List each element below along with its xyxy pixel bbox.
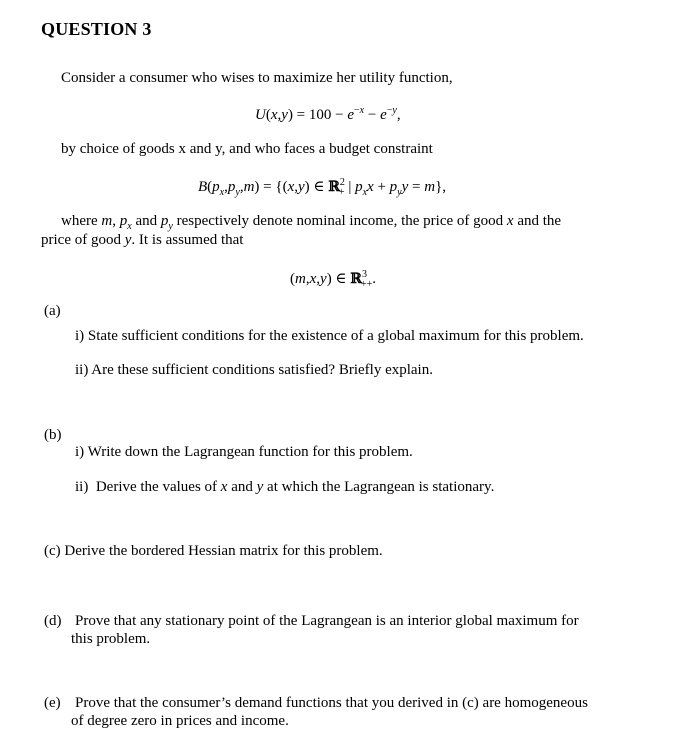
part-c [44,542,383,560]
part-c-text: Derive the bordered Hessian matrix for this problem. [64,543,383,559]
intro-line-1: Consider a consumer who wises to maximize her utility function, [61,70,453,86]
budget-equation: $B(p_x,p_y,m) = \{(x,y)$ ∈ ℝ$^2_+$ | $p_xx + p_yy = m$}, [198,177,447,198]
question-heading: QUESTION 3 [41,19,152,39]
part-d-label: (d) [44,613,62,629]
part-e-line-2: of degree zero in prices and income. [71,713,289,729]
utility-equation: $U(x,y) = 100 - e^{-x} - e^{-y}$, [255,105,401,123]
part-d-line-1: Prove that any stationary point of the Lagrangean is an interior global maximum for [75,613,579,629]
part-e-label: (e) [44,695,61,711]
domain-equation: (m,x,y) ∈ ℝ$^3_{++}$. [290,269,376,290]
part-d-line-2: this problem. [71,631,151,647]
intro-line-2: by choice of goods x and y, and who faces a budget constraint [61,141,433,157]
part-a-label: (a) [44,303,61,319]
part-c-label: (c) [44,543,61,559]
intro-line-4: price of good y. It is assumed that [41,232,244,248]
part-e-line-1: Prove that the consumer’s demand functions that you derived in (c) are homogeneous [75,695,588,711]
part-b-item-2: ii) Derive the values of x and y at which the Lagrangean is stationary. [75,479,495,495]
intro-line-3: where m, $p_x$ and $p_y$ respectively denote nominal income, the price of good x and the [61,213,562,232]
part-a-item-2: ii) Are these sufficient conditions satisfied? Briefly explain. [75,362,433,378]
part-a-item-1: i) State sufficient conditions for the existence of a global maximum for this problem. [75,328,584,344]
part-b-item-1: i) Write down the Lagrangean function for this problem. [75,444,413,460]
part-b-label: (b) [44,427,62,443]
